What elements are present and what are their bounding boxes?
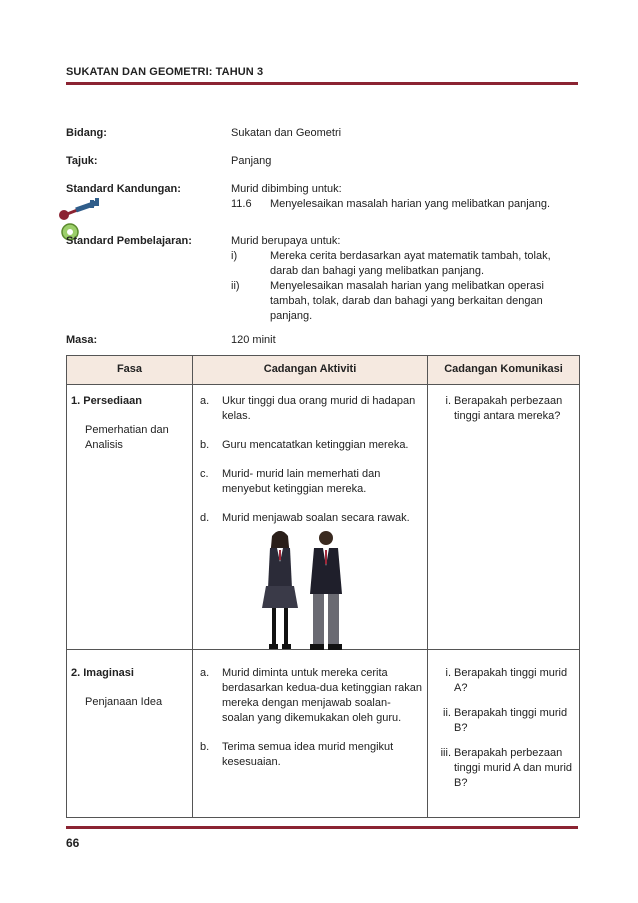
standard-kandungan-intro: Murid dibimbing untuk:	[231, 183, 342, 195]
column-divider	[192, 356, 193, 817]
page-number: 66	[66, 836, 80, 850]
footer-rule	[66, 826, 578, 829]
masa-value: 120 minit	[231, 334, 276, 346]
activity-item: b. Terima semua idea murid mengikut kesesuaian.	[200, 741, 394, 768]
question-item: ii. Berapakah tinggi murid B?	[443, 707, 568, 734]
standard-kandungan-item: 11.6 Menyelesaikan masalah harian yang melibatkan panjang.	[231, 198, 551, 210]
question-item: i. Berapakah perbezaan tinggi antara mereka?	[445, 395, 563, 422]
table-header	[67, 356, 579, 385]
bidang-label: Bidang:	[66, 127, 107, 139]
table-row-1-activities	[200, 394, 422, 540]
activity-item: c. Murid- murid lain memerhati dan menyebut ketinggian mereka.	[200, 468, 381, 495]
table-row-1-phase	[71, 394, 189, 453]
students-illustration	[250, 528, 360, 658]
activity-item: b. Guru mencatatkan ketinggian mereka.	[200, 439, 409, 451]
phase-subtitle: Pemerhatian dan Analisis	[85, 424, 169, 451]
phase-title: 1. Persediaan	[71, 395, 142, 407]
tajuk-value: Panjang	[231, 155, 272, 167]
table-row-2-phase	[71, 666, 189, 710]
standard-pembelajaran-label: Standard Pembelajaran:	[66, 235, 192, 247]
activity-item: d. Murid menjawab soalan secara rawak.	[200, 512, 410, 524]
question-item: i. Berapakah tinggi murid A?	[445, 667, 568, 694]
activity-item: a. Murid diminta untuk mereka cerita berdasarkan kedua-dua ketinggian rakan mereka dengan menjawab soalan-soalan yang dikemukakan oleh guru.	[200, 667, 422, 724]
standard-pembelajaran-item: ii) Menyelesaikan masalah harian yang melibatkan operasi tambah, tolak, darab dan bahagi yang berkaitan dengan panjang.	[231, 280, 544, 322]
phase-title: 2. Imaginasi	[71, 667, 134, 679]
column-divider	[427, 356, 428, 817]
table-row-2-questions	[437, 666, 575, 801]
masa-label: Masa:	[66, 334, 98, 346]
header-cadangan-komunikasi: Cadangan Komunikasi	[444, 363, 563, 375]
header-fasa: Fasa	[116, 363, 143, 375]
standard-kandungan-label: Standard Kandungan:	[66, 183, 181, 195]
question-item: iii. Berapakah perbezaan tinggi murid A dan murid B?	[440, 747, 573, 789]
bidang-value: Sukatan dan Geometri	[231, 127, 342, 139]
phase-subtitle: Penjanaan Idea	[85, 696, 163, 708]
standard-pembelajaran-intro: Murid berupaya untuk:	[231, 235, 341, 247]
page-header-title: SUKATAN DAN GEOMETRI: TAHUN 3	[66, 66, 264, 78]
tajuk-label: Tajuk:	[66, 155, 98, 167]
table-row-2-activities	[200, 666, 422, 784]
table-row-1-questions	[437, 394, 575, 434]
standard-pembelajaran-item: i) Mereka cerita berdasarkan ayat matematik tambah, tolak, darab dan bahagi yang melibatkan panjang.	[231, 250, 551, 277]
activity-item: a. Ukur tinggi dua orang murid di hadapan kelas.	[200, 395, 416, 422]
header-cadangan-aktiviti: Cadangan Aktiviti	[263, 363, 357, 375]
header-rule	[66, 82, 578, 85]
